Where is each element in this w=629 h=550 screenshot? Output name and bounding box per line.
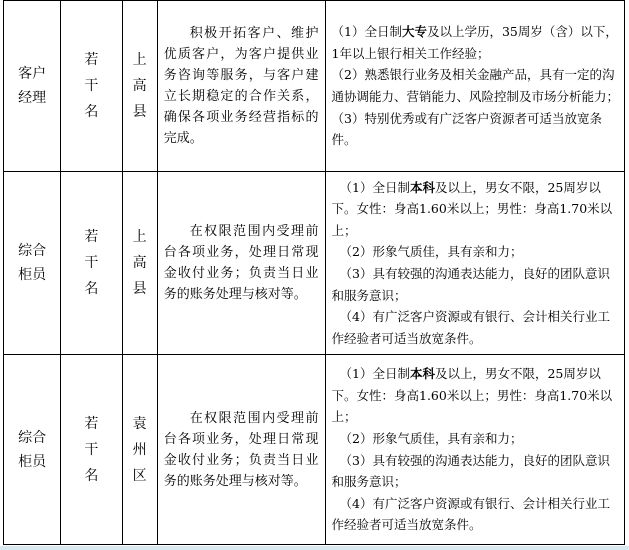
requirement-item: （2）形象气质佳，具有亲和力； [339, 430, 523, 446]
location-char: 上 [132, 229, 147, 245]
requirement-item: （3）具有较强的沟通表达能力，良好的团队意识和服务意识； [331, 266, 610, 303]
position-title-line: 经理 [18, 90, 47, 106]
headcount-char: 干 [84, 78, 99, 94]
duty-cell [157, 355, 325, 545]
duty-cell [157, 172, 325, 355]
location-cell [122, 1, 157, 172]
headcount-char: 名 [84, 104, 99, 120]
requirement-item: （1）全日制本科及以上，男女不限，25周岁以下。女性：身高1.60米以上；男性：身高1.70米以上； [331, 366, 613, 425]
requirement-item: （2）形象气质佳，具有亲和力； [339, 244, 523, 260]
requirement-item: （3）特别优秀或有广泛客户资源者可适当放宽条件。 [331, 110, 602, 148]
location-char: 上 [132, 52, 147, 68]
headcount-cell [61, 355, 122, 545]
location-char: 县 [132, 281, 147, 297]
location-char: 县 [132, 104, 147, 120]
headcount-cell [61, 1, 122, 172]
headcount-char: 名 [84, 467, 99, 484]
position-title-line: 柜员 [18, 267, 47, 283]
position-title-cell [4, 1, 61, 172]
headcount-char: 若 [84, 415, 99, 432]
position-title-cell [4, 355, 61, 545]
location-char: 高 [132, 78, 147, 94]
location-cell [122, 355, 157, 545]
headcount-char: 若 [84, 52, 99, 68]
requirement-item: （1）全日制大专及以上学历，35周岁（含）以下，1年以上银行相关工作经验； [331, 24, 618, 61]
position-title-line: 综合 [18, 243, 47, 259]
duty-text: 在权限范围内受理前台各项业务，处理日常现金收付业务；负责当日业务的账务处理与核对等。 [163, 224, 319, 302]
location-char: 区 [132, 467, 147, 484]
position-title-cell [4, 172, 61, 355]
headcount-char: 若 [84, 229, 99, 245]
position-title-line: 综合 [18, 429, 47, 446]
location-char: 州 [132, 441, 147, 458]
requirements-cell [325, 355, 625, 545]
requirements-cell [325, 1, 625, 172]
headcount-char: 干 [84, 255, 99, 271]
headcount-char: 名 [84, 281, 99, 297]
duty-text: 在权限范围内受理前台各项业务，处理日常现金收付业务；负责当日业务的账务处理与核对等。 [163, 410, 319, 489]
duty-cell [157, 1, 325, 172]
requirement-item: （4）有广泛客户资源或有银行、会计相关行业工作经验者可适当放宽条件。 [331, 495, 610, 533]
job-table [3, 0, 625, 545]
requirement-item: （3）具有较强的沟通表达能力，良好的团队意识和服务意识； [331, 452, 610, 490]
requirement-item: （1）全日制本科及以上，男女不限，25周岁以下。女性：身高1.60米以上；男性：身高1.70米以上； [331, 179, 613, 238]
duty-text: 积极开拓客户、维护优质客户，为客户提供业务咨询等服务，与客户建立长期稳定的合作关系，确保各项业务经营指标的完成。 [163, 26, 319, 146]
bottom-strip [0, 546, 629, 550]
requirement-item: （2）熟悉银行业务及相关金融产品，具有一定的沟通协调能力、营销能力、风险控制及市场分析能力； [331, 67, 620, 104]
table-row [4, 1, 625, 172]
position-title-line: 客户 [18, 66, 47, 82]
table-row [4, 355, 625, 545]
location-char: 袁 [132, 415, 147, 432]
position-title-line: 柜员 [18, 453, 47, 470]
headcount-char: 干 [84, 441, 99, 458]
requirements-cell [325, 172, 625, 355]
location-cell [122, 172, 157, 355]
headcount-cell [61, 172, 122, 355]
location-char: 高 [132, 255, 147, 271]
table-row [4, 172, 625, 355]
requirement-item: （4）有广泛客户资源或有银行、会计相关行业工作经验者可适当放宽条件。 [331, 309, 610, 346]
